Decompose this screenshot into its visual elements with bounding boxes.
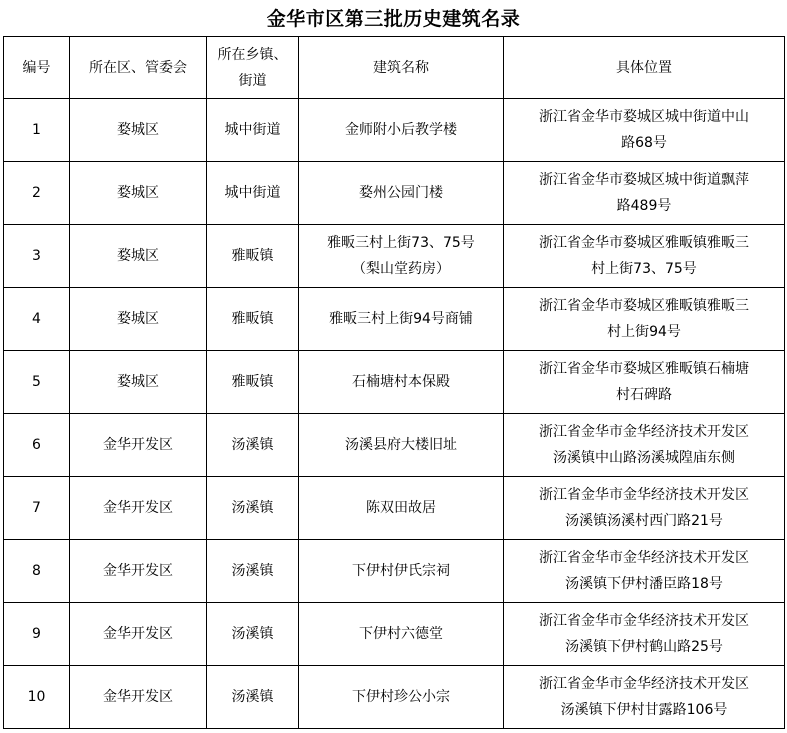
cell-district: 金华开发区	[70, 477, 207, 540]
cell-location	[504, 477, 785, 540]
location-line1: 浙江省金华市金华经济技术开发区	[539, 676, 749, 692]
cell-town: 汤溪镇	[207, 414, 299, 477]
cell-building-name	[299, 540, 504, 603]
table-header	[4, 37, 785, 99]
cell-location	[504, 666, 785, 729]
table-row	[4, 225, 785, 288]
location-line2: 汤溪镇汤溪村西门路21号	[565, 513, 723, 529]
cell-town: 雅畈镇	[207, 225, 299, 288]
header-town	[207, 37, 299, 99]
location-line2: 汤溪镇下伊村鹤山路25号	[565, 639, 723, 655]
table-row	[4, 162, 785, 225]
header-no: 编号	[4, 37, 70, 99]
location-line2: 路489号	[616, 198, 672, 214]
cell-building-name	[299, 351, 504, 414]
location-line2: 汤溪镇下伊村潘臣路18号	[565, 576, 723, 592]
cell-district: 金华开发区	[70, 666, 207, 729]
location-line2: 汤溪镇中山路汤溪城隍庙东侧	[553, 450, 735, 466]
location-line2: 路68号	[621, 135, 667, 151]
cell-district: 金华开发区	[70, 540, 207, 603]
building-name-line1: 雅畈三村上街94号商铺	[329, 311, 473, 327]
table-row	[4, 477, 785, 540]
cell-location	[504, 414, 785, 477]
cell-town: 汤溪镇	[207, 666, 299, 729]
location-line2: 村石碑路	[616, 387, 672, 403]
table-row	[4, 666, 785, 729]
cell-no: 1	[4, 99, 70, 162]
cell-district: 婺城区	[70, 162, 207, 225]
cell-no: 2	[4, 162, 70, 225]
location-line2: 村上街73、75号	[591, 261, 697, 277]
building-name-line1: 婺州公园门楼	[359, 185, 443, 201]
building-name-line2: （梨山堂药房）	[352, 261, 450, 277]
table-row	[4, 414, 785, 477]
building-name-line1: 雅畈三村上街73、75号	[327, 235, 475, 251]
cell-building-name	[299, 225, 504, 288]
cell-town: 城中街道	[207, 99, 299, 162]
cell-no: 9	[4, 603, 70, 666]
cell-location	[504, 603, 785, 666]
cell-no: 7	[4, 477, 70, 540]
registry-table	[3, 36, 785, 729]
location-line2: 汤溪镇下伊村甘露路106号	[560, 702, 728, 718]
header-name: 建筑名称	[299, 37, 504, 99]
cell-town: 雅畈镇	[207, 288, 299, 351]
cell-no: 6	[4, 414, 70, 477]
location-line1: 浙江省金华市金华经济技术开发区	[539, 550, 749, 566]
location-line1: 浙江省金华市婺城区雅畈镇雅畈三	[539, 235, 749, 251]
cell-district: 婺城区	[70, 351, 207, 414]
cell-district: 婺城区	[70, 225, 207, 288]
cell-building-name	[299, 162, 504, 225]
page-title: 金华市区第三批历史建筑名录	[266, 8, 521, 30]
building-name-line1: 陈双田故居	[366, 500, 436, 516]
table-row	[4, 540, 785, 603]
cell-district: 金华开发区	[70, 414, 207, 477]
cell-location	[504, 288, 785, 351]
cell-building-name	[299, 414, 504, 477]
cell-no: 4	[4, 288, 70, 351]
building-name-line1: 汤溪县府大楼旧址	[345, 437, 457, 453]
cell-building-name	[299, 603, 504, 666]
cell-location	[504, 351, 785, 414]
header-location: 具体位置	[504, 37, 785, 99]
location-line1: 浙江省金华市婺城区雅畈镇石楠塘	[539, 361, 749, 377]
cell-building-name	[299, 99, 504, 162]
location-line1: 浙江省金华市金华经济技术开发区	[539, 487, 749, 503]
cell-no: 5	[4, 351, 70, 414]
table-row	[4, 99, 785, 162]
cell-town: 城中街道	[207, 162, 299, 225]
cell-no: 8	[4, 540, 70, 603]
cell-location	[504, 99, 785, 162]
cell-district: 金华开发区	[70, 603, 207, 666]
cell-town: 汤溪镇	[207, 477, 299, 540]
location-line1: 浙江省金华市婺城区城中街道飘萍	[539, 172, 749, 188]
cell-building-name	[299, 288, 504, 351]
cell-no: 3	[4, 225, 70, 288]
cell-location	[504, 225, 785, 288]
cell-district: 婺城区	[70, 99, 207, 162]
building-name-line1: 下伊村伊氏宗祠	[352, 563, 450, 579]
building-name-line1: 下伊村珍公小宗	[352, 689, 450, 705]
cell-location	[504, 540, 785, 603]
header-town-line2: 街道	[238, 72, 267, 89]
location-line1: 浙江省金华市婺城区雅畈镇雅畈三	[539, 298, 749, 314]
location-line1: 浙江省金华市婺城区城中街道中山	[539, 109, 749, 125]
cell-town: 汤溪镇	[207, 540, 299, 603]
location-line1: 浙江省金华市金华经济技术开发区	[539, 424, 749, 440]
cell-district: 婺城区	[70, 288, 207, 351]
cell-no: 10	[4, 666, 70, 729]
cell-town: 雅畈镇	[207, 351, 299, 414]
table-row	[4, 288, 785, 351]
table-row	[4, 351, 785, 414]
location-line2: 村上街94号	[607, 324, 681, 340]
header-row	[4, 37, 785, 99]
location-line1: 浙江省金华市金华经济技术开发区	[539, 613, 749, 629]
table-body	[4, 99, 785, 729]
building-name-line1: 下伊村六德堂	[359, 626, 443, 642]
header-district: 所在区、管委会	[70, 37, 207, 99]
cell-building-name	[299, 477, 504, 540]
cell-location	[504, 162, 785, 225]
building-name-line1: 石楠塘村本保殿	[352, 374, 450, 390]
building-name-line1: 金师附小后教学楼	[345, 122, 457, 138]
header-town-line1: 所在乡镇、	[217, 46, 288, 63]
cell-town: 汤溪镇	[207, 603, 299, 666]
cell-building-name	[299, 666, 504, 729]
table-row	[4, 603, 785, 666]
